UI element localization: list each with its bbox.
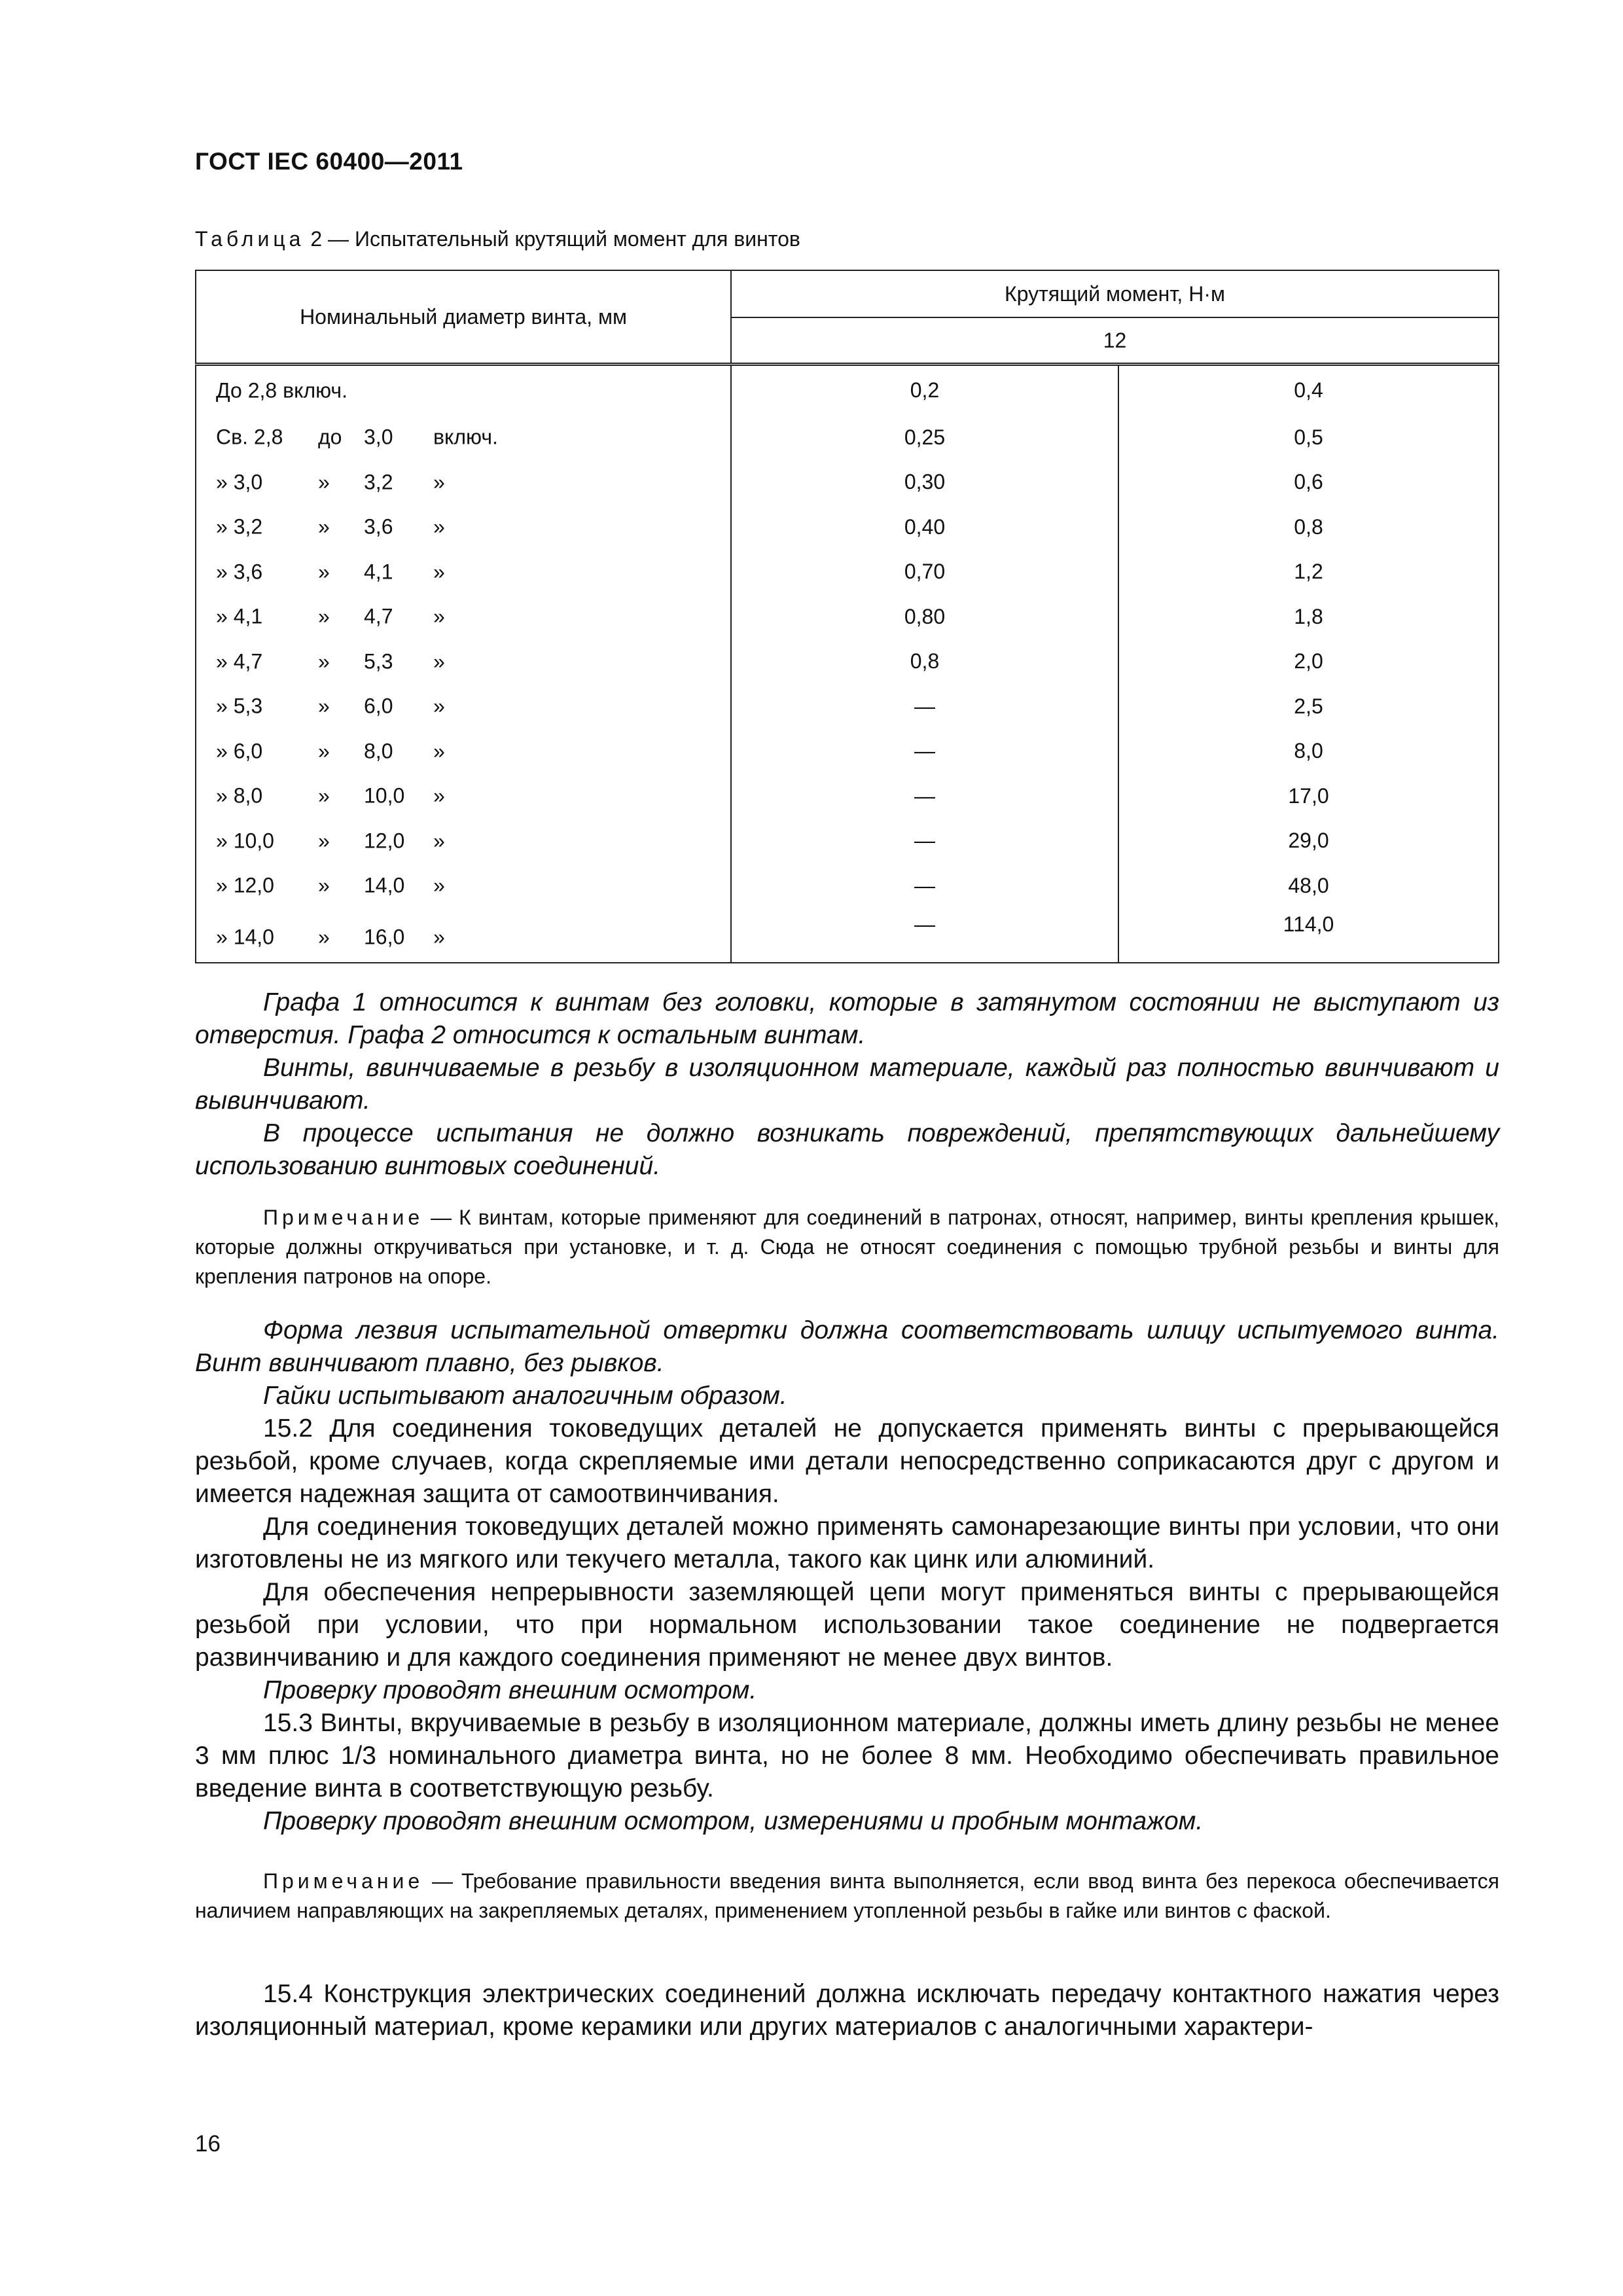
torque-column-2: 17,0: [1118, 774, 1499, 819]
clause-15-3: 15.3 Винты, вкручиваемые в резьбу в изоляционном материале, должны иметь длину резьбы не менее 3 мм плюс 1/3 номинального диаметра винта, но не более 8 мм. Необходимо обеспечивать правильное введение винта в соответствующую резьбу.: [195, 1709, 1499, 1803]
table-row: [196, 729, 1499, 774]
diameter-part: » 8,0: [216, 783, 263, 808]
diameter-part: » 10,0: [216, 829, 274, 853]
torque-column-2: 1,8: [1118, 594, 1499, 639]
table-row: [196, 863, 1499, 908]
diameter-part: Св. 2,8: [216, 425, 283, 449]
header-torque: Крутящий момент, Н·м: [731, 270, 1499, 317]
torque-column-2: 29,0: [1118, 819, 1499, 864]
torque-column-2: 0,4: [1118, 365, 1499, 416]
torque-column-1: 0,30: [731, 460, 1118, 505]
diameter-cell: [196, 639, 731, 685]
diameter-part: 4,7: [364, 604, 393, 628]
diameter-part: »: [433, 783, 445, 808]
clause-15-4: 15.4 Конструкция электрических соединений должна исключать передачу контактного нажатия через изоляционный материал, кроме керамики или других материалов с аналогичными характери-: [195, 1980, 1499, 2041]
table-row: [196, 594, 1499, 639]
page-number: 16: [195, 2131, 221, 2157]
document-header: ГОСТ IEC 60400—2011: [195, 148, 463, 175]
note-text: — Требование правильности введения винта выполняется, если ввод винта без перекоса обеспечивается наличием направляющих на закрепляемых деталях, применением утопленной резьбы в гайке или винтов с фаской.: [195, 1869, 1499, 1922]
diameter-part: »: [433, 925, 445, 948]
torque-column-1: 0,8: [731, 639, 1118, 685]
diameter-part: 12,0: [364, 829, 405, 853]
paragraph: Форма лезвия испытательной отвертки должна соответствовать шлицу испытуемого винта. Винт ввинчивают плавно, без рывков.: [195, 1316, 1499, 1377]
diameter-part: »: [433, 649, 445, 673]
table-row: [196, 684, 1499, 729]
diameter-cell: [196, 684, 731, 729]
table-row: [196, 365, 1499, 416]
paragraph: Винты, ввинчиваемые в резьбу в изоляционном материале, каждый раз полностью ввинчивают и вывинчивают.: [195, 1054, 1499, 1115]
torque-column-2: 0,6: [1118, 460, 1499, 505]
table-row: [196, 639, 1499, 685]
diameter-cell: [196, 863, 731, 908]
diameter-part: »: [433, 604, 445, 628]
note-thread-entry: [195, 1867, 1499, 1926]
diameter-part: »: [433, 739, 445, 763]
table-row: [196, 460, 1499, 505]
note-text: — К винтам, которые применяют для соединений в патронах, относят, например, винты крепления крышек, которые должны откручиваться при установке, и т. д. Сюда не относят соединения с помощью трубной резьбы и винты для крепления патронов на опоре.: [195, 1206, 1499, 1288]
diameter-part: 3,0: [364, 425, 393, 449]
diameter-part: 5,3: [364, 649, 393, 673]
table-caption-text: 2 — Испытательный крутящий момент для винтов: [304, 227, 800, 251]
paragraph: В процессе испытания не должно возникать повреждений, препятствующих дальнейшему использованию винтовых соединений.: [195, 1119, 1499, 1180]
torque-column-1: —: [731, 774, 1118, 819]
diameter-part: »: [318, 694, 330, 718]
diameter-part: » 3,2: [216, 514, 263, 539]
diameter-part: 8,0: [364, 739, 393, 763]
diameter-part: » 14,0: [216, 925, 274, 948]
diameter-part: » 5,3: [216, 694, 263, 718]
table-caption-label: Таблица: [195, 227, 305, 251]
diameter-part: »: [318, 873, 330, 897]
table-row: [196, 505, 1499, 550]
diameter-part: 10,0: [364, 783, 405, 808]
diameter-part: » 3,6: [216, 560, 263, 584]
table-caption: [195, 227, 800, 251]
torque-column-2: 48,0: [1118, 863, 1499, 908]
note-label: Примечание: [263, 1206, 424, 1229]
paragraph: Гайки испытывают аналогичным образом.: [263, 1382, 787, 1410]
torque-column-1: —: [731, 684, 1118, 729]
note-screws: [195, 1203, 1499, 1291]
diameter-part: 3,6: [364, 514, 393, 539]
diameter-cell: [196, 505, 731, 550]
diameter-part: »: [433, 694, 445, 718]
torque-column-1: —: [731, 729, 1118, 774]
torque-column-1: 0,40: [731, 505, 1118, 550]
diameter-cell: [196, 729, 731, 774]
paragraph: Графа 1 относится к винтам без головки, которые в затянутом состоянии не выступают из отверстия. Графа 2 относится к остальным винтам.: [195, 988, 1499, 1049]
section-15-2-15-3: [195, 1314, 1499, 1838]
diameter-cell: [196, 819, 731, 864]
diameter-part: 14,0: [364, 873, 405, 897]
paragraph: Для соединения токоведущих деталей можно применять самонарезающие винты при условии, что они изготовлены не из мягкого или текучего металла, такого как цинк или алюминий.: [195, 1513, 1499, 1573]
torque-column-2: 114,0: [1118, 908, 1499, 963]
diameter-part: До 2,8 включ.: [216, 378, 348, 402]
diameter-part: »: [433, 829, 445, 853]
diameter-part: » 4,7: [216, 649, 263, 673]
table-row: [196, 908, 1499, 963]
diameter-part: » 3,0: [216, 470, 263, 494]
torque-column-2: 2,5: [1118, 684, 1499, 729]
table-row: [196, 550, 1499, 595]
note-label: Примечание: [263, 1869, 424, 1893]
diameter-part: 4,1: [364, 560, 393, 584]
diameter-cell: [196, 908, 731, 963]
diameter-part: »: [318, 829, 330, 853]
diameter-part: »: [433, 470, 445, 494]
diameter-cell: [196, 365, 731, 416]
diameter-part: »: [433, 873, 445, 897]
paragraph: Проверку проводят внешним осмотром.: [263, 1676, 757, 1704]
diameter-cell: [196, 594, 731, 639]
paragraph: Проверку проводят внешним осмотром, измерениями и пробным монтажом.: [263, 1807, 1204, 1835]
diameter-part: 6,0: [364, 694, 393, 718]
test-description: [195, 986, 1499, 1183]
torque-column-1: 0,80: [731, 594, 1118, 639]
diameter-part: до: [318, 425, 342, 449]
torque-column-1: 0,25: [731, 415, 1118, 460]
diameter-part: »: [433, 560, 445, 584]
torque-column-2: 1,2: [1118, 550, 1499, 595]
torque-column-1: 0,70: [731, 550, 1118, 595]
torque-column-2: 8,0: [1118, 729, 1499, 774]
diameter-part: »: [318, 470, 330, 494]
torque-column-1: —: [731, 863, 1118, 908]
diameter-cell: [196, 415, 731, 460]
header-diameter: Номинальный диаметр винта, мм: [196, 270, 731, 365]
diameter-part: » 6,0: [216, 739, 263, 763]
diameter-part: включ.: [433, 425, 498, 449]
diameter-part: »: [318, 739, 330, 763]
torque-column-1: —: [731, 819, 1118, 864]
diameter-part: »: [318, 560, 330, 584]
torque-column-2: 2,0: [1118, 639, 1499, 685]
torque-column-1: —: [731, 908, 1118, 963]
paragraph: Для обеспечения непрерывности заземляющей цепи могут применяться винты с прерывающейся резьбой при условии, что при нормальном использовании такое соединение не подвергается развинчиванию и для каждого соединения применяют не менее двух винтов.: [195, 1578, 1499, 1672]
diameter-part: »: [433, 514, 445, 539]
torque-table: [195, 270, 1499, 963]
diameter-part: »: [318, 604, 330, 628]
table-row: [196, 774, 1499, 819]
table-body: [196, 365, 1499, 963]
diameter-cell: [196, 460, 731, 505]
diameter-part: »: [318, 925, 330, 948]
diameter-part: » 4,1: [216, 604, 263, 628]
diameter-part: »: [318, 649, 330, 673]
table-row: [196, 415, 1499, 460]
section-15-4: [195, 1978, 1499, 2043]
diameter-part: »: [318, 783, 330, 808]
diameter-part: » 12,0: [216, 873, 274, 897]
torque-column-2: 0,5: [1118, 415, 1499, 460]
torque-column-2: 0,8: [1118, 505, 1499, 550]
diameter-cell: [196, 774, 731, 819]
clause-15-2: 15.2 Для соединения токоведущих деталей не допускается применять винты с прерывающейся резьбой, кроме случаев, когда скрепляемые ими детали непосредственно соприкасаются друг с другом и имеется надежная защита от самоотвинчивания.: [195, 1414, 1499, 1508]
header-column-numbers: 12: [731, 317, 1499, 365]
diameter-part: 16,0: [364, 925, 405, 948]
diameter-part: 3,2: [364, 470, 393, 494]
table-row: [196, 819, 1499, 864]
diameter-cell: [196, 550, 731, 595]
diameter-part: »: [318, 514, 330, 539]
torque-column-1: 0,2: [731, 365, 1118, 416]
